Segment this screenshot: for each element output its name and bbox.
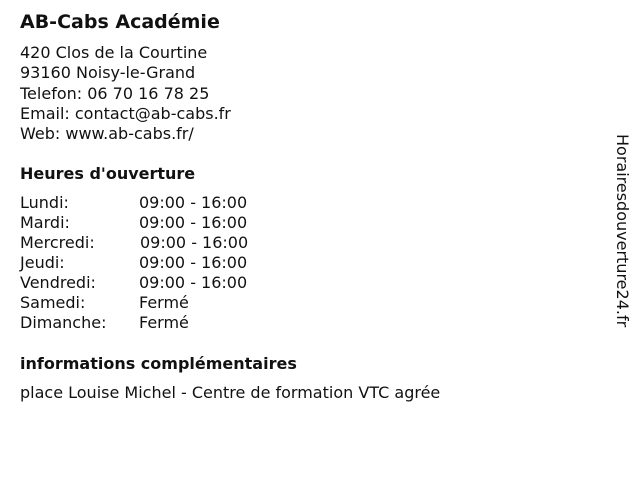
hours-row-saturday xyxy=(20,293,320,313)
hours-value: Fermé xyxy=(139,313,189,332)
phone-line: Telefon: 06 70 16 78 25 xyxy=(20,83,210,103)
address-street: 420 Clos de la Courtine xyxy=(20,43,208,62)
day-label: Dimanche: xyxy=(20,313,107,332)
day-label: Jeudi: xyxy=(20,253,65,272)
day-label: Mercredi: xyxy=(20,233,95,252)
day-label: Mardi: xyxy=(20,213,70,232)
day-label: Lundi: xyxy=(20,193,69,212)
hours-row-thursday xyxy=(20,253,320,273)
opening-hours-table xyxy=(20,193,320,333)
hours-value: 09:00 - 16:00 xyxy=(139,213,248,232)
opening-hours-heading: Heures d'ouverture xyxy=(20,164,196,183)
day-label: Samedi: xyxy=(20,293,86,312)
contact-block xyxy=(20,43,231,144)
hours-row-friday xyxy=(20,273,320,293)
day-label: Vendredi: xyxy=(20,273,96,292)
email-line: Email: contact@ab-cabs.fr xyxy=(20,103,231,123)
hours-row-wednesday xyxy=(20,233,320,253)
hours-value: Fermé xyxy=(139,293,189,312)
hours-row-tuesday xyxy=(20,213,320,233)
hours-value: 09:00 - 16:00 xyxy=(139,253,248,272)
web-line: Web: www.ab-cabs.fr/ xyxy=(20,124,194,144)
address-city: 93160 Noisy-le-Grand xyxy=(20,63,196,83)
hours-value: 09:00 - 16:00 xyxy=(140,233,249,252)
hours-row-monday xyxy=(20,193,320,213)
hours-row-sunday xyxy=(20,313,320,333)
hours-value: 09:00 - 16:00 xyxy=(139,193,248,212)
site-watermark: Horairesdouverture24.fr xyxy=(613,134,632,328)
hours-value: 09:00 - 16:00 xyxy=(139,273,248,292)
additional-info-text: place Louise Michel - Centre de formation VTC agrée xyxy=(20,383,441,402)
business-name: AB-Cabs Académie xyxy=(20,11,220,33)
additional-info-heading: informations complémentaires xyxy=(20,354,297,373)
